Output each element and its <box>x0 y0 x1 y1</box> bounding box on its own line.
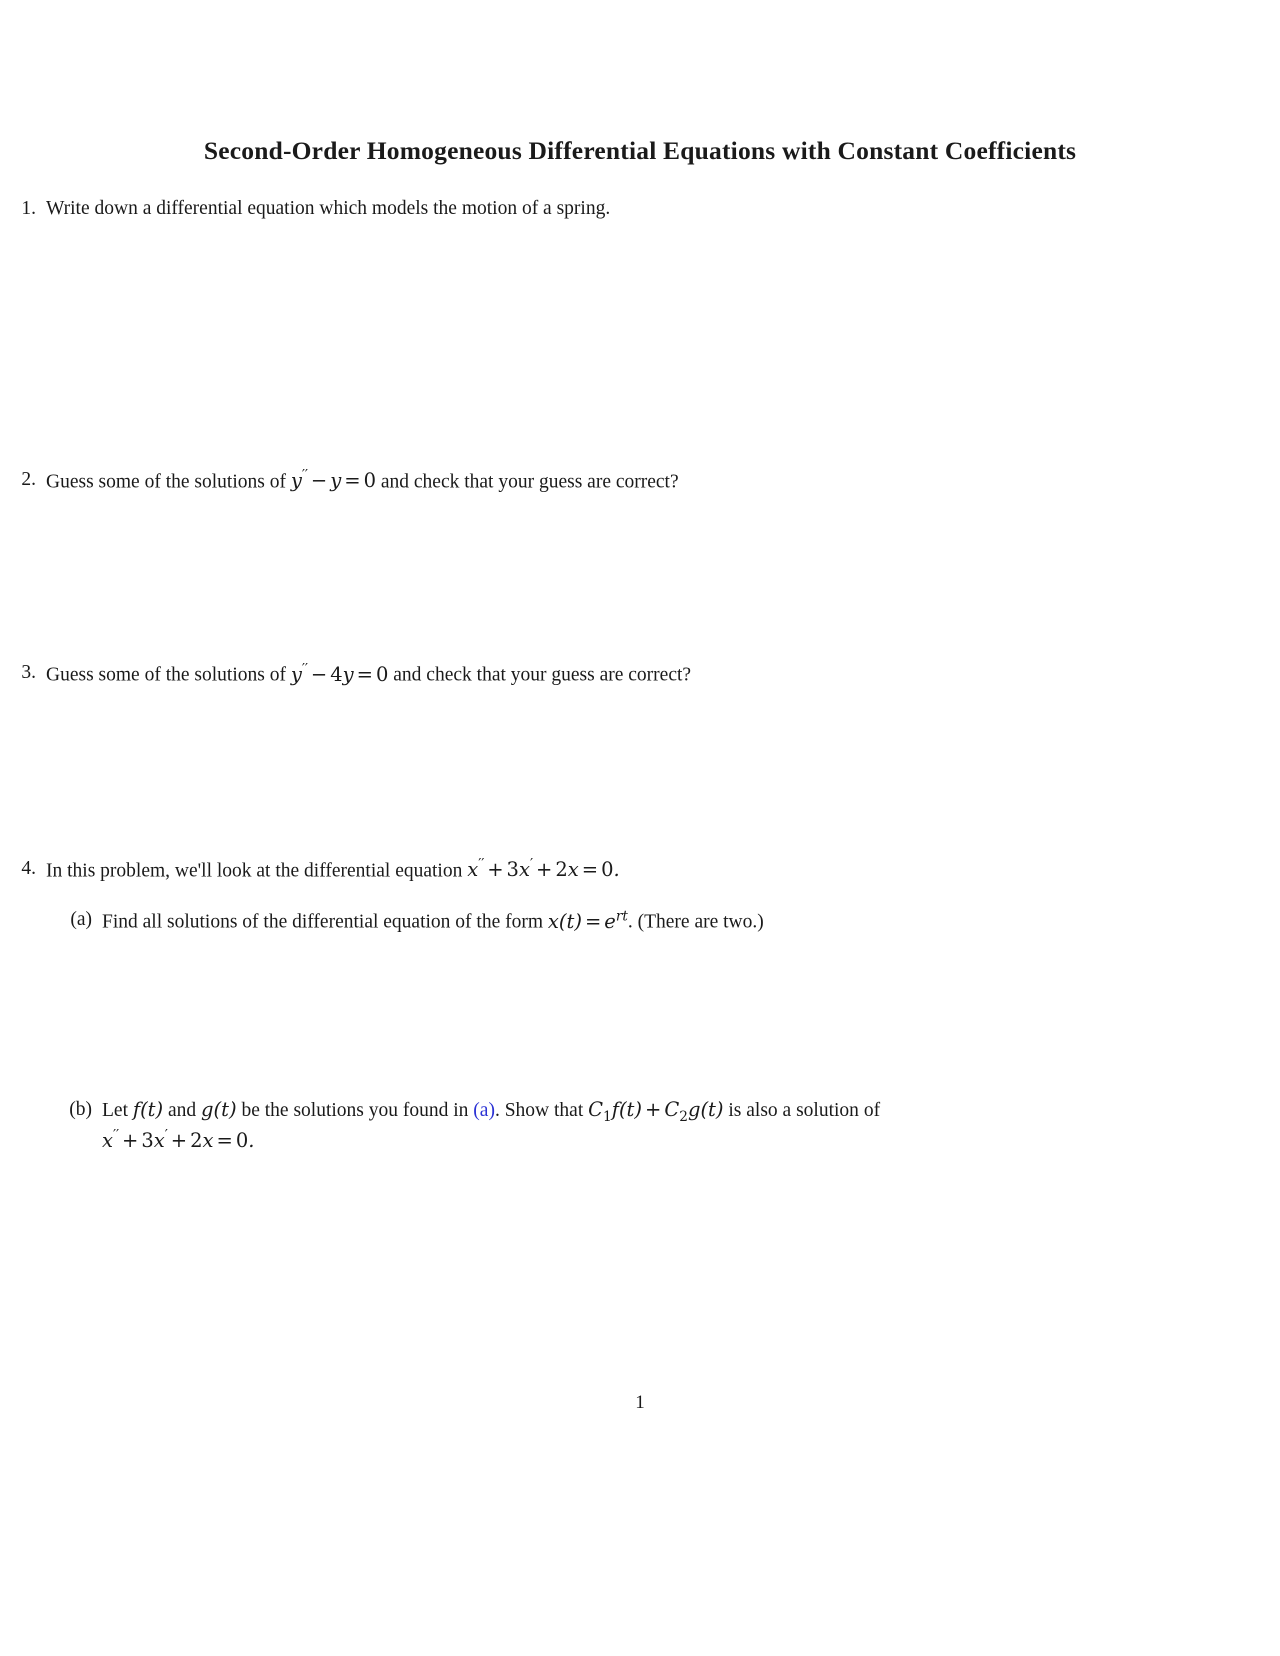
problem-text-4a <box>102 907 982 936</box>
answer-space-2 <box>0 496 1280 660</box>
page-title: Second-Order Homogeneous Differential Equations with Constant Coefficients <box>203 136 1077 165</box>
problem-3-after: and check that your guess are correct? <box>393 664 692 686</box>
problem-2-equation: y′′ − y = 0 <box>290 467 376 493</box>
page-number: 1 <box>635 1392 645 1413</box>
answer-space-1 <box>0 223 1280 467</box>
problem-4b-text-6: of <box>863 1099 881 1121</box>
problem-4a-equation: $x(t) = e^{rt}$ <box>547 908 628 933</box>
problem-4b-text-1: Let <box>102 1099 128 1121</box>
problem-item-4 <box>0 856 1280 885</box>
problem-4b-equation: x′′ + 3x′ + 2x = 0. <box>102 1127 255 1152</box>
problem-item-4b <box>52 1097 1280 1156</box>
problem-4b-text-2: and <box>168 1099 197 1121</box>
answer-space-3 <box>0 690 1280 856</box>
problem-number-3: 3. <box>21 662 36 684</box>
problem-list <box>0 196 1280 1156</box>
problem-4b-g-of-t: g(t) <box>201 1097 237 1121</box>
problem-4-equation: x′′ + 3x′ + 2x = 0. <box>467 856 620 882</box>
problem-text-4b <box>102 1097 982 1156</box>
problem-number-1: 1. <box>21 198 36 219</box>
problem-text-1: Write down a differential equation which models the motion of a spring. <box>46 198 611 219</box>
problem-4b-text-3: be the solutions you found in <box>241 1099 469 1121</box>
problem-2-before: Guess some of the solutions of <box>46 471 286 493</box>
problem-3-before: Guess some of the solutions of <box>46 664 286 686</box>
gap-before-sub-a <box>0 885 1280 907</box>
problem-4a-before: Find all solutions of the differential equation of the form <box>102 911 544 933</box>
link-to-part-a[interactable]: (a) <box>473 1099 495 1121</box>
problem-item-4a <box>52 907 1280 936</box>
problem-4b-combination: $C_1f(t) + C_2g(t)$ <box>588 1097 724 1125</box>
problem-text-2 <box>46 467 958 496</box>
sub-label-a: (a) <box>70 909 92 931</box>
problem-text-3 <box>46 660 958 689</box>
problem-4b-text-5: is also a solution <box>728 1099 859 1121</box>
problem-2-after: and check that your guess are correct? <box>380 471 679 493</box>
sub-label-b: (b) <box>69 1098 92 1120</box>
problem-3-equation: y′′ − 4y = 0 <box>290 661 389 686</box>
problem-4b-text-4: . Show that <box>494 1099 584 1121</box>
problem-item-1 <box>0 196 1280 223</box>
problem-item-2 <box>0 467 1280 496</box>
answer-space-4a <box>0 937 1280 1097</box>
problem-item-3 <box>0 660 1280 689</box>
problem-4a-after: . (There are two.) <box>627 911 764 933</box>
problem-4-before: In this problem, we'll look at the differential equation <box>46 860 463 882</box>
problem-text-4 <box>46 856 958 885</box>
problem-4b-f-of-t: f(t) <box>132 1097 164 1121</box>
problem-number-2: 2. <box>21 468 36 490</box>
problem-number-4: 4. <box>21 857 36 879</box>
